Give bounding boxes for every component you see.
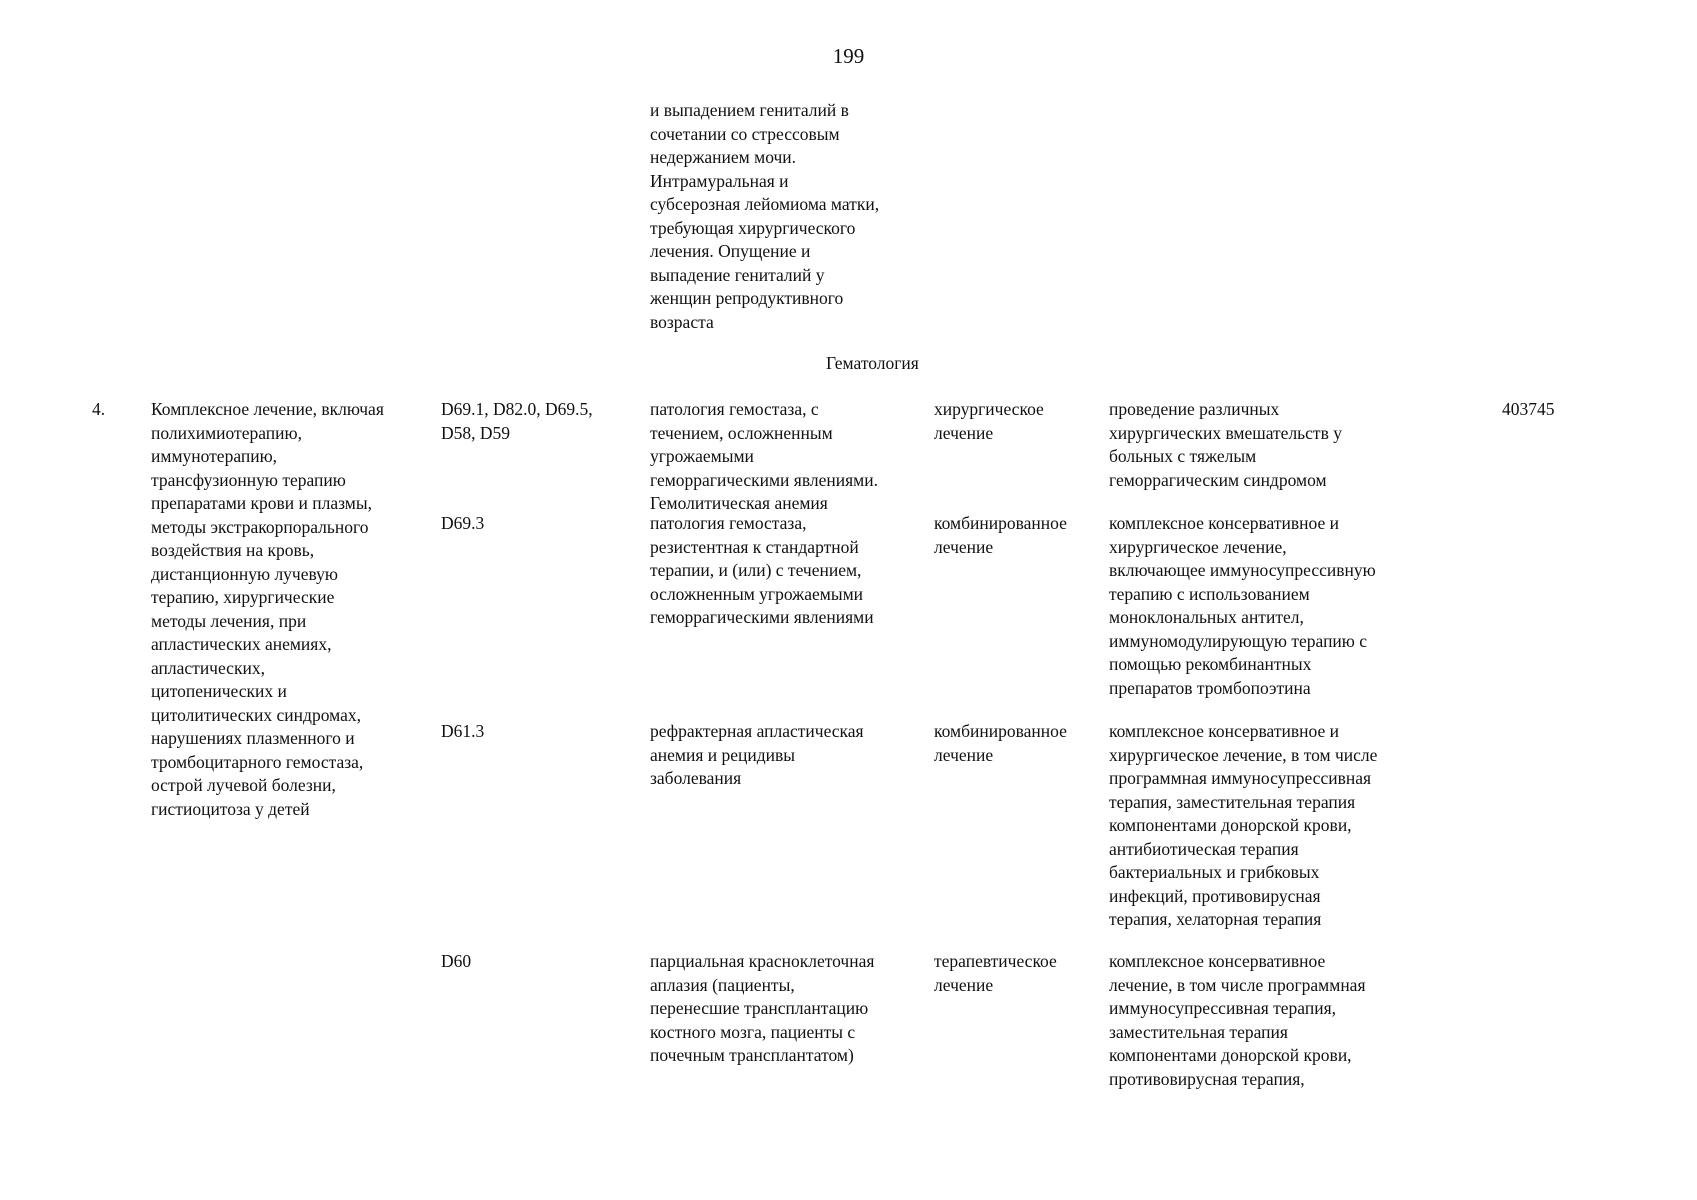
row-treatment-type: хирургическое лечение [934,399,1044,443]
entry-number: 4. [92,399,106,419]
continuation-text: и выпадением гениталий в сочетании со стрессовым недержанием мочи. Интрамуральная и субсерозная лейомиома матки, требующая хирургического лечения. Опущение и выпадение гениталий у женщин репродуктивного возраста [650,100,880,332]
row-treatment-method: комплексное консервативное лечение, в том числе программная иммуносупрессивная терапия, заместительная терапия компонентами донорской крови, противовирусная терапия, [1109,951,1366,1089]
page-number: 199 [832,44,865,68]
row-codes: D69.1, D82.0, D69.5, D58, D59 [441,399,593,443]
row-codes: D60 [441,951,472,971]
row-patient-model: патология гемостаза, с течением, осложненным угрожаемыми геморрагическими явлениями. Гемолитическая анемия [650,399,878,513]
row-patient-model: парциальная красноклеточная аплазия (пациенты, перенесшие трансплантацию костного мозга, пациенты с почечным трансплантатом) [650,951,875,1065]
row-patient-model: патология гемостаза, резистентная к стандартной терапии, и (или) с течением, осложненным угрожаемыми геморрагическими явлениями [650,513,874,627]
row-treatment-method: проведение различных хирургических вмешательств у больных с тяжелым геморрагическим синдромом [1109,399,1342,490]
row-treatment-type: терапевтическое лечение [934,951,1057,995]
section-heading: Гематология [826,353,919,373]
entry-description: Комплексное лечение, включая полихимиотерапию, иммунотерапию, трансфузионную терапию препаратами крови и плазмы, методы экстракорпорального воздействия на кровь, дистанционную лучевую терапию, хирургические методы лечения, при апластических анемиях, апластических, цитопенических и цитолитических синдромах, нарушениях плазменного и тромбоцитарного гемостаза, острой лучевой болезни, гистиоцитоза у детей [151,399,384,819]
row-treatment-method: комплексное консервативное и хирургическое лечение, в том числе программная иммуносупрессивная терапия, заместительная терапия компонентами донорской крови, антибиотическая терапия бактериальных и грибковых инфекций, противовирусная терапия, хелаторная терапия [1109,721,1378,929]
entry-norm: 403745 [1502,399,1555,419]
row-codes: D61.3 [441,721,485,741]
row-treatment-type: комбинированное лечение [934,513,1067,557]
row-treatment-type: комбинированное лечение [934,721,1067,765]
row-codes: D69.3 [441,513,485,533]
row-treatment-method: комплексное консервативное и хирургическое лечение, включающее иммуносупрессивную терапию с использованием моноклональных антител, иммуномодулирующую терапию с помощью рекомбинантных препаратов тромбопоэтина [1109,513,1376,698]
row-patient-model: рефрактерная апластическая анемия и рецидивы заболевания [650,721,864,788]
